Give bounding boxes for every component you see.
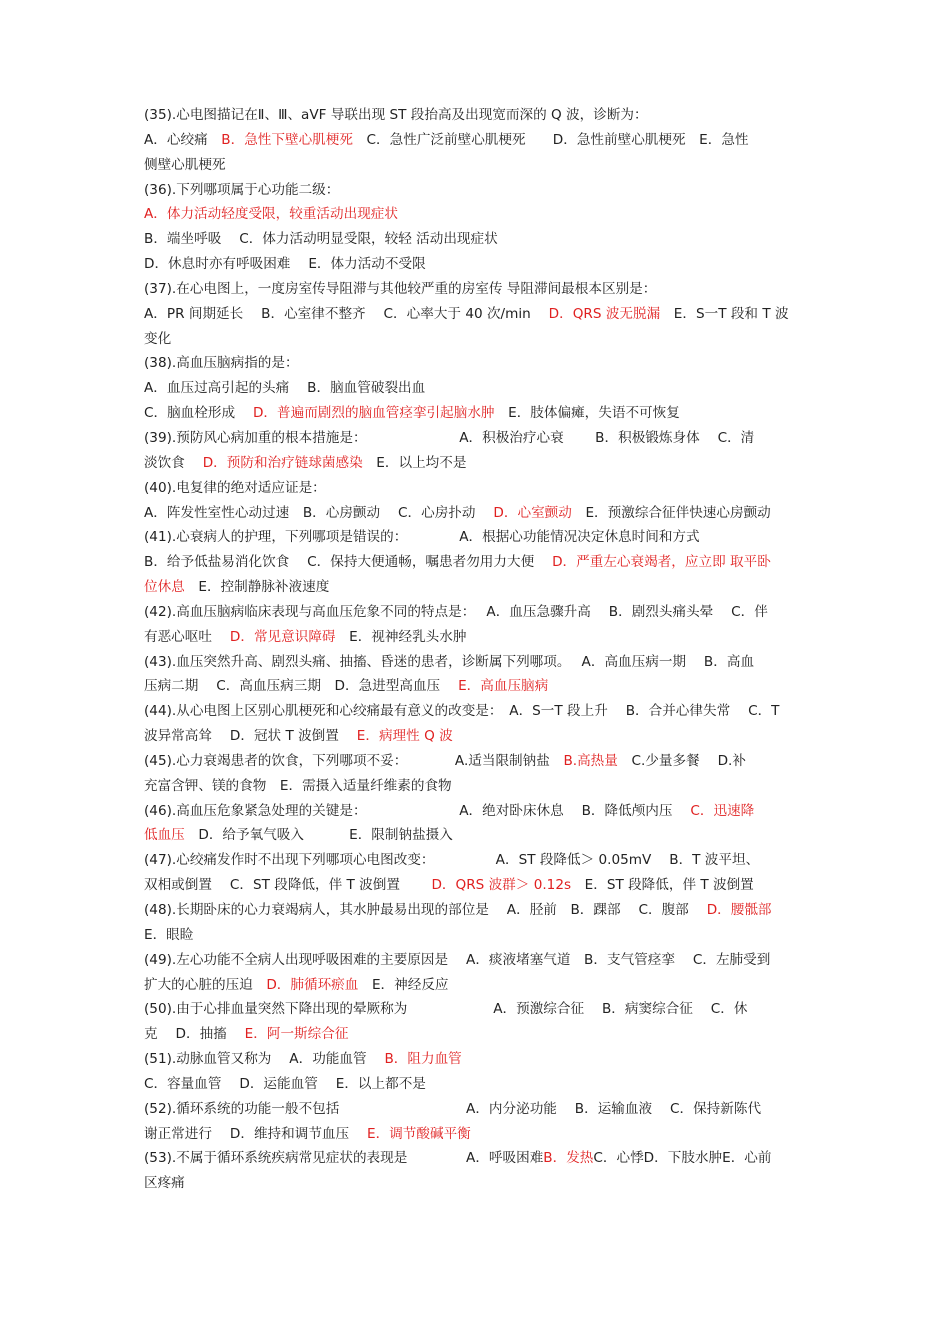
question-text: (45).心力衰竭患者的饮食，下列哪项不妥： A.适当限制钠盐 xyxy=(144,752,564,769)
question-line xyxy=(144,1097,808,1122)
question-q50 xyxy=(144,997,808,1047)
question-line xyxy=(144,575,808,600)
question-line xyxy=(144,724,808,749)
question-line xyxy=(144,302,808,327)
answer-text: D．普遍而剧烈的脑血管痉挛引起脑水肿 xyxy=(252,405,495,422)
answer-text: E．高血压脑病 xyxy=(458,678,549,695)
question-text: 双相或倒置 C．ST 段降低，伴 T 波倒置 xyxy=(144,877,432,894)
answer-text: E．阿一斯综合征 xyxy=(244,1026,349,1043)
question-text: (49).左心功能不全病人出现呼吸困难的主要原因是 A．痰液堵塞气道 B．支气管痉挛 C．左肺受到 xyxy=(144,951,771,968)
answer-text: D．肺循环瘀血 xyxy=(266,976,359,993)
question-line xyxy=(144,501,808,526)
document-body xyxy=(144,103,808,1196)
answer-text: 位休息 xyxy=(144,579,185,596)
question-line xyxy=(144,1171,808,1196)
question-line xyxy=(144,277,808,302)
question-q47 xyxy=(144,848,808,898)
question-text: 压病二期 C．高血压病三期 D．急进型高血压 xyxy=(144,678,459,695)
question-q53 xyxy=(144,1146,808,1196)
question-text: 充富含钾、镁的食物 E．需摄入适量纤维素的食物 xyxy=(144,777,452,794)
question-line xyxy=(144,799,808,824)
question-text: C．心悸D．下肢水肿E．心前 xyxy=(593,1150,772,1167)
question-text: (52).循环系统的功能一般不包括 A．内分泌功能 B．运输血液 C．保持新陈代 xyxy=(144,1100,762,1117)
answer-text: D．QRS 波无脱漏 xyxy=(548,305,661,322)
question-text: 波异常高耸 D．冠状 T 波倒置 xyxy=(144,728,357,745)
question-text: A．PR 间期延长 B．心室律不整齐 C．心率大于 40 次/min xyxy=(144,305,549,322)
answer-text: B．急性下壁心肌梗死 xyxy=(221,131,353,148)
question-line xyxy=(144,252,808,277)
question-q40 xyxy=(144,476,808,526)
question-text: (43).血压突然升高、剧烈头痛、抽搐、昏迷的患者，诊断属下列哪项。 A．高血压病一期 B．高血 xyxy=(144,653,755,670)
question-q46 xyxy=(144,799,808,849)
question-line xyxy=(144,1022,808,1047)
question-line xyxy=(144,1047,808,1072)
question-line xyxy=(144,525,808,550)
question-q38 xyxy=(144,351,808,426)
question-q45 xyxy=(144,749,808,799)
question-q48 xyxy=(144,898,808,948)
question-line xyxy=(144,178,808,203)
question-text: E．眼睑 xyxy=(144,926,194,943)
question-line xyxy=(144,625,808,650)
question-text: (38).高血压脑病指的是： xyxy=(144,355,299,372)
question-text: (40).电复律的绝对适应证是： xyxy=(144,479,326,496)
question-q35 xyxy=(144,103,808,178)
answer-text: D．心室颤动 xyxy=(493,504,572,521)
question-text: E．视神经乳头水肿 xyxy=(335,628,467,645)
question-text: (35).心电图描记在Ⅱ、Ⅲ、aVF 导联出现 ST 段抬高及出现宽而深的 Q 波，诊断为： xyxy=(144,107,648,123)
question-line xyxy=(144,103,808,128)
question-text: D．休息时亦有呼吸困难 E．体力活动不受限 xyxy=(144,256,426,273)
question-q44 xyxy=(144,699,808,749)
answer-text: D．常见意识障碍 xyxy=(229,628,336,645)
question-line xyxy=(144,997,808,1022)
question-text: C.少量多餐 D.补 xyxy=(617,752,746,769)
question-line xyxy=(144,153,808,178)
question-text: D．给予氧气吸入 E．限制钠盐摄入 xyxy=(184,827,453,844)
question-text: E．神经反应 xyxy=(358,976,449,993)
question-text: A．血压过高引起的头痛 B．脑血管破裂出血 xyxy=(144,380,426,397)
question-text: E．控制静脉补液速度 xyxy=(184,579,330,596)
question-text: (42).高血压脑病临床表现与高血压危象不同的特点是： A．血压急骤升高 B．剧烈头痛头晕 C．伴 xyxy=(144,603,768,620)
question-text: (44).从心电图上区别心肌梗死和心绞痛最有意义的改变是： A．S一T 段上升 B．合并心律失常 C．T xyxy=(144,703,780,720)
question-text: 变化 xyxy=(144,330,172,347)
answer-text: E．病理性 Q 波 xyxy=(356,728,453,745)
answer-text: B．发热 xyxy=(543,1150,594,1167)
question-line xyxy=(144,973,808,998)
question-text: (50).由于心排血量突然下降出现的晕厥称为 A．预激综合征 B．病窦综合征 C．休 xyxy=(144,1001,748,1018)
question-line xyxy=(144,1072,808,1097)
question-q51 xyxy=(144,1047,808,1097)
question-text: E．预激综合征伴快速心房颤动 xyxy=(571,504,771,521)
question-line xyxy=(144,699,808,724)
question-line xyxy=(144,327,808,352)
question-line xyxy=(144,823,808,848)
question-line xyxy=(144,227,808,252)
answer-text: B.高热量 xyxy=(563,752,618,769)
question-text: (53).不属于循环系统疾病常见症状的表现是 A．呼吸困难 xyxy=(144,1150,544,1167)
answer-text: D．预防和治疗链球菌感染 xyxy=(202,454,363,471)
question-line xyxy=(144,650,808,675)
question-text: 克 D．抽搐 xyxy=(144,1026,245,1043)
question-line xyxy=(144,1146,808,1171)
question-text: (36).下列哪项属于心功能二级： xyxy=(144,181,340,198)
answer-text: A．体力活动轻度受限，较重活动出现症状 xyxy=(144,206,398,223)
question-text: 区疼痛 xyxy=(144,1175,185,1192)
question-text: 侧壁心肌梗死 xyxy=(144,156,226,173)
question-text: A．阵发性室性心动过速 B．心房颤动 C．心房扑动 xyxy=(144,504,494,521)
question-text: B．给予低盐易消化饮食 C．保持大便通畅，嘱患者勿用力大便 xyxy=(144,554,553,571)
question-line xyxy=(144,401,808,426)
question-line xyxy=(144,202,808,227)
question-q52 xyxy=(144,1097,808,1147)
question-text: E．ST 段降低，伴 T 波倒置 xyxy=(571,877,754,894)
question-line xyxy=(144,848,808,873)
question-text: (47).心绞痛发作时不出现下列哪项心电图改变： A．ST 段降低＞ 0.05mV B．T 波平坦、 xyxy=(144,852,760,869)
question-text: B．端坐呼吸 C．体力活动明显受限，较轻 活动出现症状 xyxy=(144,231,498,248)
question-line xyxy=(144,451,808,476)
question-text: 有恶心呕吐 xyxy=(144,628,230,645)
question-q49 xyxy=(144,948,808,998)
question-line xyxy=(144,426,808,451)
question-line xyxy=(144,873,808,898)
question-line xyxy=(144,600,808,625)
question-line xyxy=(144,376,808,401)
question-line xyxy=(144,351,808,376)
question-text: (41).心衰病人的护理，下列哪项是错误的： A．根据心功能情况决定休息时间和方式 xyxy=(144,529,700,546)
question-text: C．容量血管 D．运能血管 E．以上都不是 xyxy=(144,1075,426,1092)
answer-text: D．腰骶部 xyxy=(706,902,772,918)
answer-text: D．QRS 波群＞ 0.12s xyxy=(431,877,572,894)
question-line xyxy=(144,1122,808,1147)
question-text: (48).长期卧床的心力衰竭病人，其水肿最易出现的部位是 A．胫前 B．踝部 C．腹部 xyxy=(144,902,707,918)
question-line xyxy=(144,948,808,973)
question-text: (46).高血压危象紧急处理的关键是： A．绝对卧床休息 B．降低颅内压 xyxy=(144,802,691,819)
question-text: C．脑血栓形成 xyxy=(144,405,253,422)
question-q36 xyxy=(144,178,808,277)
question-text: C．急性广泛前壁心肌梗死 D．急性前壁心肌梗死 E．急性 xyxy=(352,131,749,148)
question-text: (39).预防风心病加重的根本措施是： A．积极治疗心衰 B．积极锻炼身体 C．清 xyxy=(144,429,755,446)
question-q41 xyxy=(144,525,808,600)
question-line xyxy=(144,674,808,699)
question-line xyxy=(144,774,808,799)
question-text: (37).在心电图上，一度房室传导阻滞与其他较严重的房室传 导阻滞间最根本区别是： xyxy=(144,280,657,297)
question-line xyxy=(144,923,808,948)
answer-text: 低血压 xyxy=(144,827,185,844)
answer-text: E．调节酸碱平衡 xyxy=(367,1125,471,1142)
question-line xyxy=(144,898,808,923)
question-text: 谢正常进行 D．维持和调节血压 xyxy=(144,1125,368,1142)
question-q43 xyxy=(144,650,808,700)
question-line xyxy=(144,128,808,153)
question-line xyxy=(144,550,808,575)
question-text: (51).动脉血管又称为 A．功能血管 xyxy=(144,1051,385,1068)
question-text: A．心绞痛 xyxy=(144,131,222,148)
answer-text: D．严重左心衰竭者，应立即 取平卧 xyxy=(552,554,771,571)
answer-text: B．阻力血管 xyxy=(384,1051,462,1068)
question-q39 xyxy=(144,426,808,476)
question-line xyxy=(144,749,808,774)
question-text: 扩大的心脏的压迫 xyxy=(144,976,267,993)
question-line xyxy=(144,476,808,501)
question-q37 xyxy=(144,277,808,352)
question-text: E．以上均不是 xyxy=(362,454,467,471)
question-text: E．肢体偏瘫，失语不可恢复 xyxy=(494,405,680,422)
question-q42 xyxy=(144,600,808,650)
question-text: 淡饮食 xyxy=(144,454,203,471)
question-text: E．S一T 段和 T 波 xyxy=(660,305,789,322)
answer-text: C．迅速降 xyxy=(690,802,755,819)
